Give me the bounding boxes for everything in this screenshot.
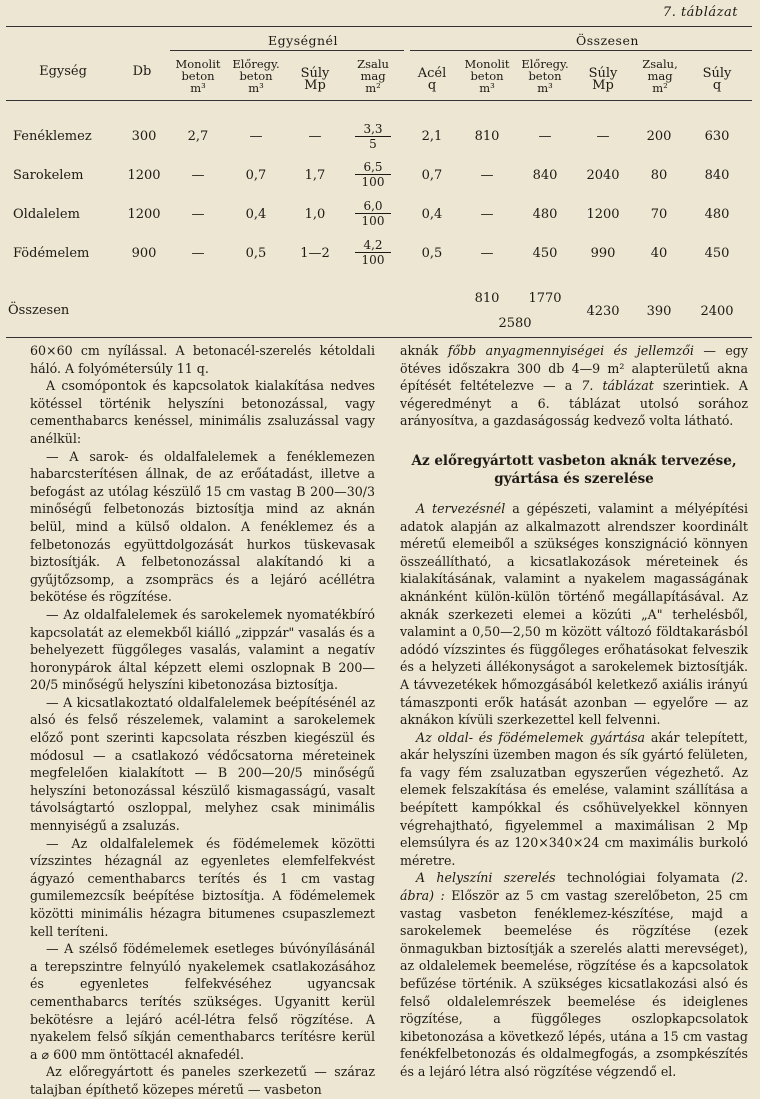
right-column [400,342,748,1081]
cell-db: 300 [131,129,157,144]
cell-zsalu-fraction: $\frac{4,2}{100}$ [355,238,391,267]
paragraph: aknák főbb anyagmennyiségei és jellemzői — egy ötéves időszakra 300 db 4—9 m² alapterületű akna építését feltételezve — a 7. táblázat szerintiek. A végeredményt a 6. táblázat utolsó sorához arányosítva, a gazdaságosság kedvező volta látható. [400,343,748,429]
paragraph: 60×60 cm nyílással. A betonacél-szerelés kétoldali háló. A folyómétersúly 11 q. [30,343,375,376]
cell-monolit: — [191,168,205,183]
row-name: Fenéklemez [13,129,92,144]
cell-zsalu-fraction: $\frac{3,3}{5}$ [355,122,391,151]
cell-o-zsalu: 40 [650,246,668,261]
cell-o-suly: — [596,129,610,144]
table-top-rule [6,26,752,27]
table-label: 7. táblázat [662,5,738,20]
cell-suly: 1—2 [300,246,330,261]
header-o-eloregy: Előregy. beton m³ [521,57,569,95]
header-db: Db [132,64,152,79]
cell-zsalu-fraction: $\frac{6,5}{100}$ [355,160,391,189]
paragraph: — A szélső födémelemek esetleges búvónyílásánál a terepszintre felnyúló nyakelemek csatlakozásához és egyenletes felfekvéséhez ugyancsak cementhabarcs terítés szükséges. Ugyanitt kerül bekötésre a lejáró acél-létra felső rögzítése. A nyakelem felső síkján cementhabarcs terítésre kerül a ⌀ 600 mm öntöttacél aknafedél. [30,941,375,1062]
paragraph: A helyszíni szerelés technológiai folyamata (2. ábra) : Először az 5 cm vastag szerelőbeton, 25 cm vastag vasbeton fenéklemez-készítése, majd a sarokelemek beemelése és rögzítése (ezek önmagukban biztosítják a szerelés alatti merevséget), az oldalelemek beemelése, rögzítése és a kapcsolatok befűzése történik. A szükséges kicsatlakozási alsó és felső oldalelemrészek beemelése és ideiglenes rögzítése, a függőleges oszlopkapcsolatok kibetonozása a következő lépés, utána a 15 cm vastag fenékfelbetonozás és oldalmegfogás, a zsompkészítés és a lejáró létra alsó rögzítése végzendő el. [400,870,748,1079]
header-acel: Acél q [417,66,447,93]
total-sum: 2580 [498,316,532,331]
cell-acel: 0,7 [421,168,443,183]
cell-o-suly: 2040 [586,168,620,183]
paragraph: — Az oldalfalelemek és födémelemek közötti vízszintes hézagnál az egyenletes elemfelfekvést ágyazó cementhabarcs terítés és 1 cm vastag gumilemezcsík beépítése biztosítja. A födémelemek közötti minimális hézagra bitumenes csupaszlemezt kell teríteni. [30,835,375,939]
left-column [30,342,375,1099]
paragraph: A csomópontok és kapcsolatok kialakítása nedves kötéssel történik helyszíni betonozással, vagy cementhabarcs kenéssel, minimális zsaluzással vagy anélkül: [30,378,375,446]
cell-o-sulyq: 450 [704,246,730,261]
header-o-suly: Súly Mp [588,66,618,93]
cell-acel: 2,1 [421,129,443,144]
cell-monolit: — [191,207,205,222]
total-sulyq: 2400 [700,304,734,319]
cell-eloregy: — [249,129,263,144]
cell-o-monolit: — [480,168,494,183]
cell-acel: 0,4 [421,207,443,222]
cell-o-zsalu: 200 [646,129,672,144]
cell-suly: — [308,129,322,144]
cell-o-eloregy: 450 [532,246,558,261]
cell-o-suly: 990 [590,246,616,261]
row-name: Födémelem [13,246,90,261]
group-header-egysegnel: Egységnél [268,33,338,48]
paragraph: Az előregyártott és paneles szerkezetű — száraz talajban építhető közepes méretű — vasbeton [30,1064,375,1097]
cell-o-suly: 1200 [586,207,620,222]
header-o-monolit: Monolit beton m³ [464,57,510,95]
cell-o-sulyq: 840 [704,168,730,183]
cell-eloregy: 0,5 [245,246,267,261]
cell-monolit: 2,7 [187,129,209,144]
total-eloregy: 1770 [528,291,562,306]
header-monolit: Monolit beton m³ [175,57,221,95]
cell-o-zsalu: 80 [650,168,668,183]
header-rule [6,100,752,101]
total-label: Összesen [8,303,70,318]
group-rule-right [410,50,752,51]
cell-o-sulyq: 480 [704,207,730,222]
cell-db: 1200 [127,207,161,222]
cell-o-zsalu: 70 [650,207,668,222]
cell-o-monolit: — [480,246,494,261]
cell-o-eloregy: — [538,129,552,144]
cell-suly: 1,7 [304,168,326,183]
table-bottom-rule [6,337,752,338]
cell-eloregy: 0,4 [245,207,267,222]
header-egyseg: Egység [39,64,87,79]
group-rule-left [170,50,404,51]
paragraph: — Az oldalfalelemek és sarokelemek nyomatékbíró kapcsolatát az elemekből kiálló „zippzár" vasalás és a behelyezett függőleges vasalás, valamint a negatív horonypárok által képzett elemi oszlopnak B 200—20/5 minőségű helyszíni kibetonozása biztosítja. [30,606,375,693]
header-o-sulyq: Súly q [702,66,732,93]
cell-db: 1200 [127,168,161,183]
cell-db: 900 [131,246,157,261]
row-name: Sarokelem [13,168,84,183]
row-name: Oldalelem [13,207,80,222]
paragraph: A tervezésnél a gépészeti, valamint a mélyépítési adatok alapján az alkalmazott alrendszer koordinált méretű elemeiből a szükséges konszignáció könnyen összeállítható, a kicsatlakozások méreteinek és kialakításának, valamint a nyakelem magasságának aknánként külön-külön történő megállapításával. Az aknák szerkezeti elemei a közúti „A" terhelésből, valamint a 0,50—2,50 m között változó földtakarásból adódó vízszintes és függőleges erőhatásokat felveszik és a helyzeti állékonyságot a sarokelemek biztosítják. A távvezetékek hőmozgásából keletkező axiális irányú támaszponti erők hatását azonban — egyelőre — az aknákon kívüli szerkezettel kell felvenni. [400,500,749,728]
paragraph: — A sarok- és oldalfalelemek a fenéklemezen habarcsterítésen állnak, de az erőátadást, illetve a befogást az utólag készülő 15 cm vastag B 200—30/3 minőségű felbetonozás biztosítja mind az aknán belül, mind a külső oldalon. A fenéklemez és a felbetonozás együttdolgozását hurkos tüskevasak biztosítják. A felbetonozással alakítandó ki a gyűjtőzsomp, a zsompräcs és a lejáró acéllétra bekötése és rögzítése. [30,448,375,605]
cell-o-eloregy: 480 [532,207,558,222]
cell-o-sulyq: 630 [704,129,730,144]
cell-monolit: — [191,246,205,261]
paragraph: — A kicsatlakoztató oldalfalelemek beépítésénél az alsó és felső részelemek, valamint a sarokelemek előző pont szerinti kapcsolata részben kiegészül és módosul — a csatlakozó védőcsatorna méreteinek megfelelően kialakított — B 200—20/5 minőségű helyszíni betonozással készülő kismagasságú, vasalt távolságtartó oszloppal, melyhez csak minimális mennyiségű a zsaluzás. [30,694,375,834]
section-heading: Az előregyártott vasbeton aknák tervezése, gyártása és szerelése [411,452,737,487]
cell-suly: 1,0 [304,207,326,222]
cell-eloregy: 0,7 [245,168,267,183]
header-eloregy: Előregy. beton m³ [232,57,280,95]
group-header-osszesen: Összesen [576,33,639,48]
header-zsalu: Zsalu mag m² [357,57,389,95]
total-monolit: 810 [474,291,500,306]
cell-zsalu-fraction: $\frac{6,0}{100}$ [355,199,391,228]
paragraph: Az oldal- és födémelemek gyártása akár telepített, akár helyszíni üzemben magon és sík gyártó felületen, fa vagy fém zsaluzatban egyszerűen végezhető. Az elemek felszakítása és emelése, valamint szállítása a beépített kampókkal és csőhüvelyekkel könnyen végrehajtható, figyelemmel a maximálisan 2 Mp elemsúlyra és az 120×340×24 cm maximális burkoló méretre. [400,729,748,868]
cell-o-monolit: — [480,207,494,222]
header-o-zsalu: Zsalu, mag m² [642,57,678,95]
header-suly: Súly Mp [300,66,330,93]
cell-acel: 0,5 [421,246,443,261]
cell-o-eloregy: 840 [532,168,558,183]
total-suly: 4230 [586,304,620,319]
cell-o-monolit: 810 [474,129,500,144]
total-zsalu: 390 [646,304,672,319]
